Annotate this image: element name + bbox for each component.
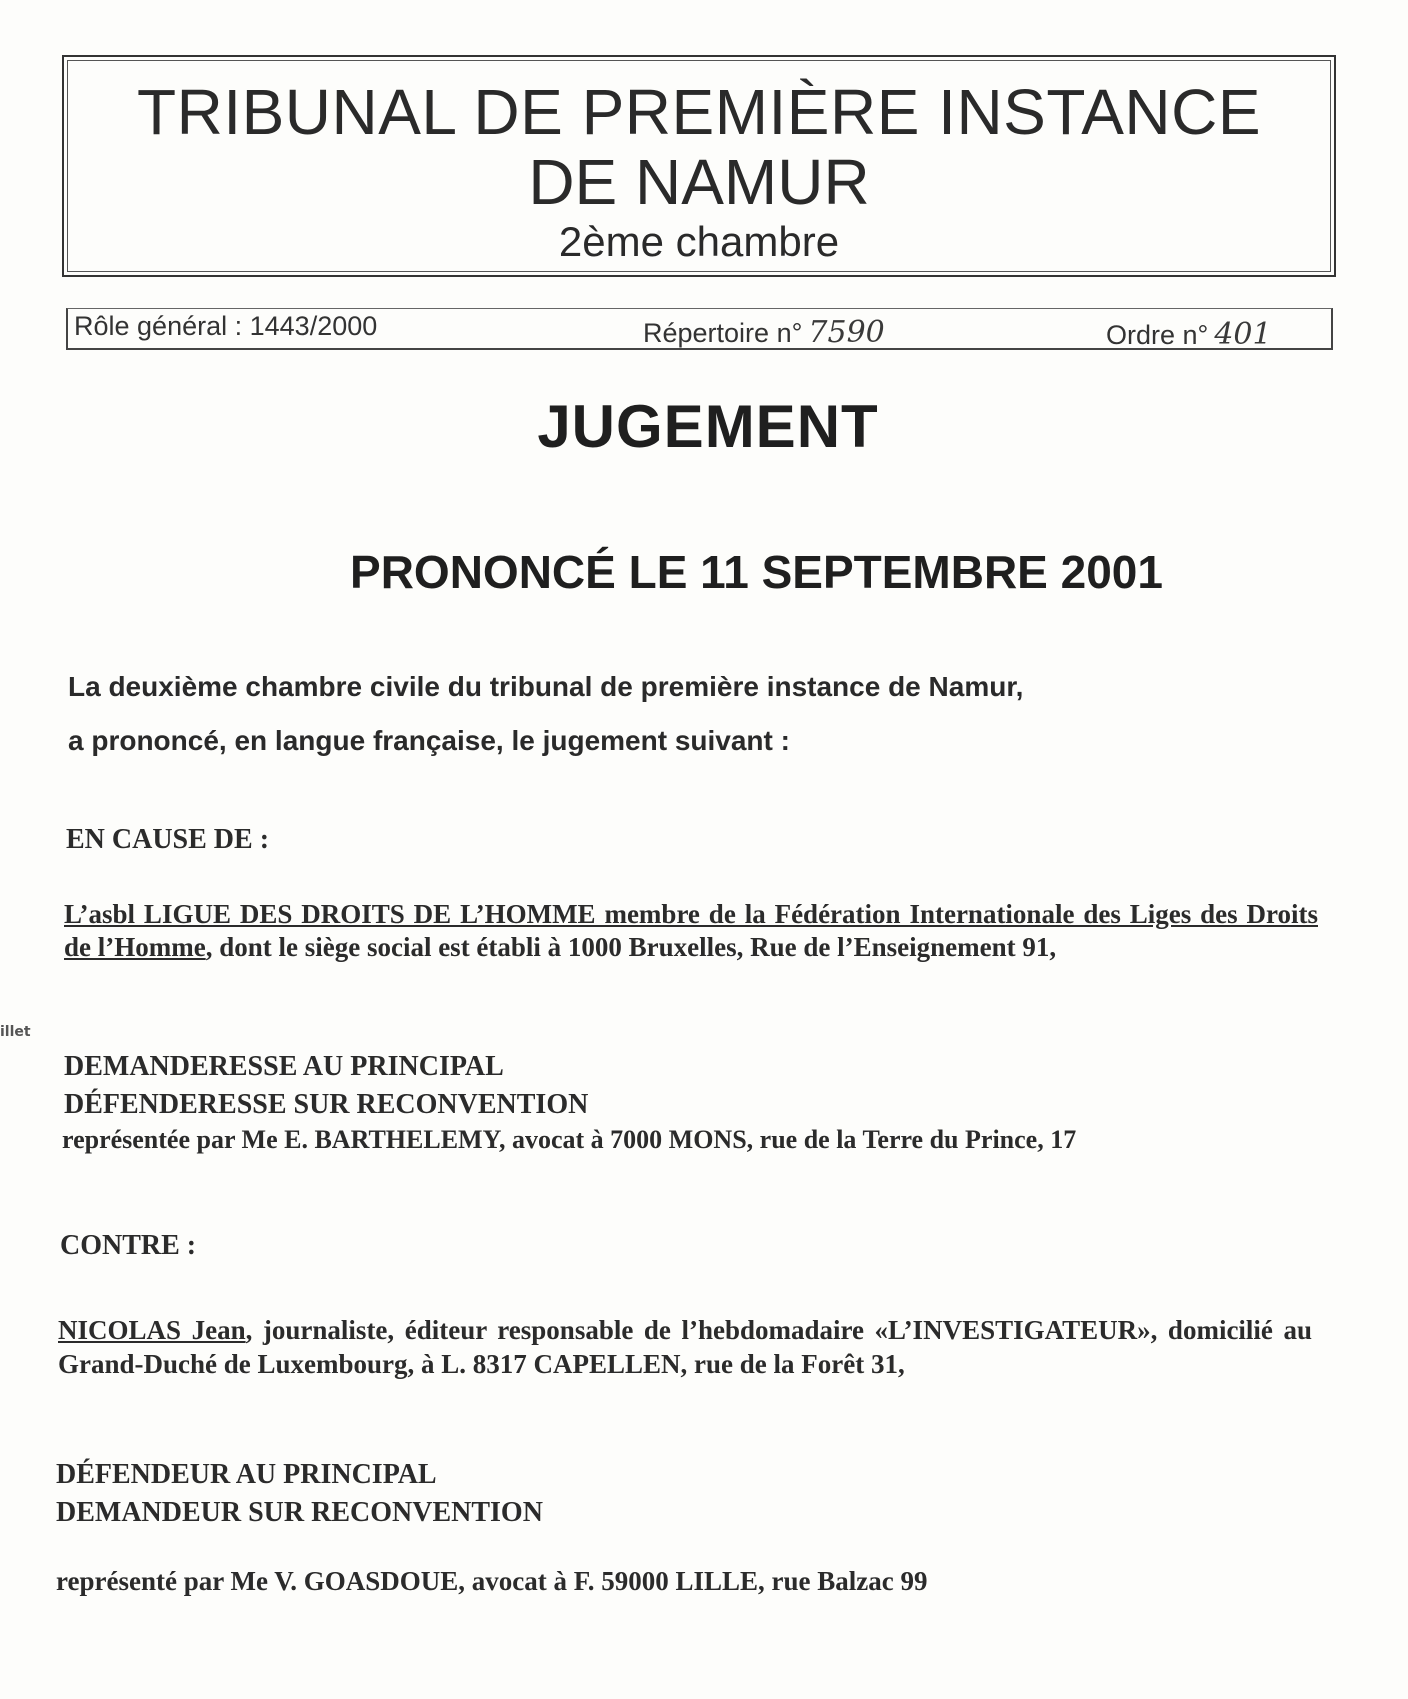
plaintiff-representation: représentée par Me E. BARTHELEMY, avocat à 7000 MONS, rue de la Terre du Prince, 17: [62, 1125, 1077, 1154]
plaintiff-name: L’asbl LIGUE DES DROITS DE L’HOMME membre de la Fédération Internationale des Liges des Droits de l’Homme: [64, 899, 1318, 962]
plaintiff-role-1: DEMANDERESSE AU PRINCIPAL: [64, 1051, 504, 1082]
defendant-name: NICOLAS Jean: [58, 1315, 246, 1345]
intro-line-2: a prononcé, en langue française, le jugement suivant :: [68, 725, 790, 756]
pronouncement-date: PRONONCÉ LE 11 SEPTEMBRE 2001: [350, 546, 1163, 598]
plaintiff-role-2: DÉFENDERESSE SUR RECONVENTION: [64, 1089, 589, 1120]
role-general-label: Rôle général :: [74, 311, 243, 341]
defendant-role-1: DÉFENDEUR AU PRINCIPAL: [56, 1459, 437, 1490]
court-location: DE NAMUR: [528, 146, 870, 218]
role-general-value: 1443/2000: [249, 311, 378, 341]
contre-heading: CONTRE :: [60, 1230, 197, 1261]
margin-note: illet: [0, 1024, 31, 1040]
plaintiff-paragraph: [64, 898, 1318, 964]
court-header-box: [62, 55, 1336, 277]
defendant-paragraph: [58, 1313, 1312, 1381]
role-general: [74, 311, 377, 342]
defendant-role-2: DEMANDEUR SUR RECONVENTION: [56, 1497, 543, 1528]
defendant-representation: représenté par Me V. GOASDOUE, avocat à F. 59000 LILLE, rue Balzac 99: [56, 1566, 928, 1596]
ordre-value: 401: [1214, 317, 1272, 352]
intro-line-1: La deuxième chambre civile du tribunal de première instance de Namur,: [68, 671, 1024, 702]
en-cause-heading: EN CAUSE DE :: [66, 824, 270, 855]
ordre-number: [1106, 317, 1272, 352]
court-name: TRIBUNAL DE PREMIÈRE INSTANCE: [137, 76, 1261, 148]
repertoire-value: 7590: [808, 315, 885, 350]
repertoire-label: Répertoire n°: [643, 318, 803, 348]
plaintiff-address: , dont le siège social est établi à 1000 Bruxelles, Rue de l’Enseignement 91,: [205, 932, 1057, 962]
intro-paragraph: [68, 660, 1218, 768]
defendant-details: , journaliste, éditeur responsable de l’hebdomadaire «L’INVESTIGATEUR», domicilié au Grand-Duché de Luxembourg, à L. 8317 CAPELLEN, rue de la Forêt 31,: [58, 1315, 1312, 1379]
court-chamber: 2ème chambre: [558, 218, 840, 265]
document-title: JUGEMENT: [537, 393, 879, 460]
ordre-label: Ordre n°: [1106, 320, 1209, 350]
repertoire-number: [643, 315, 885, 350]
reference-line: [66, 308, 1333, 350]
plaintiff-roles: [64, 1048, 588, 1124]
defendant-roles: [56, 1456, 543, 1532]
